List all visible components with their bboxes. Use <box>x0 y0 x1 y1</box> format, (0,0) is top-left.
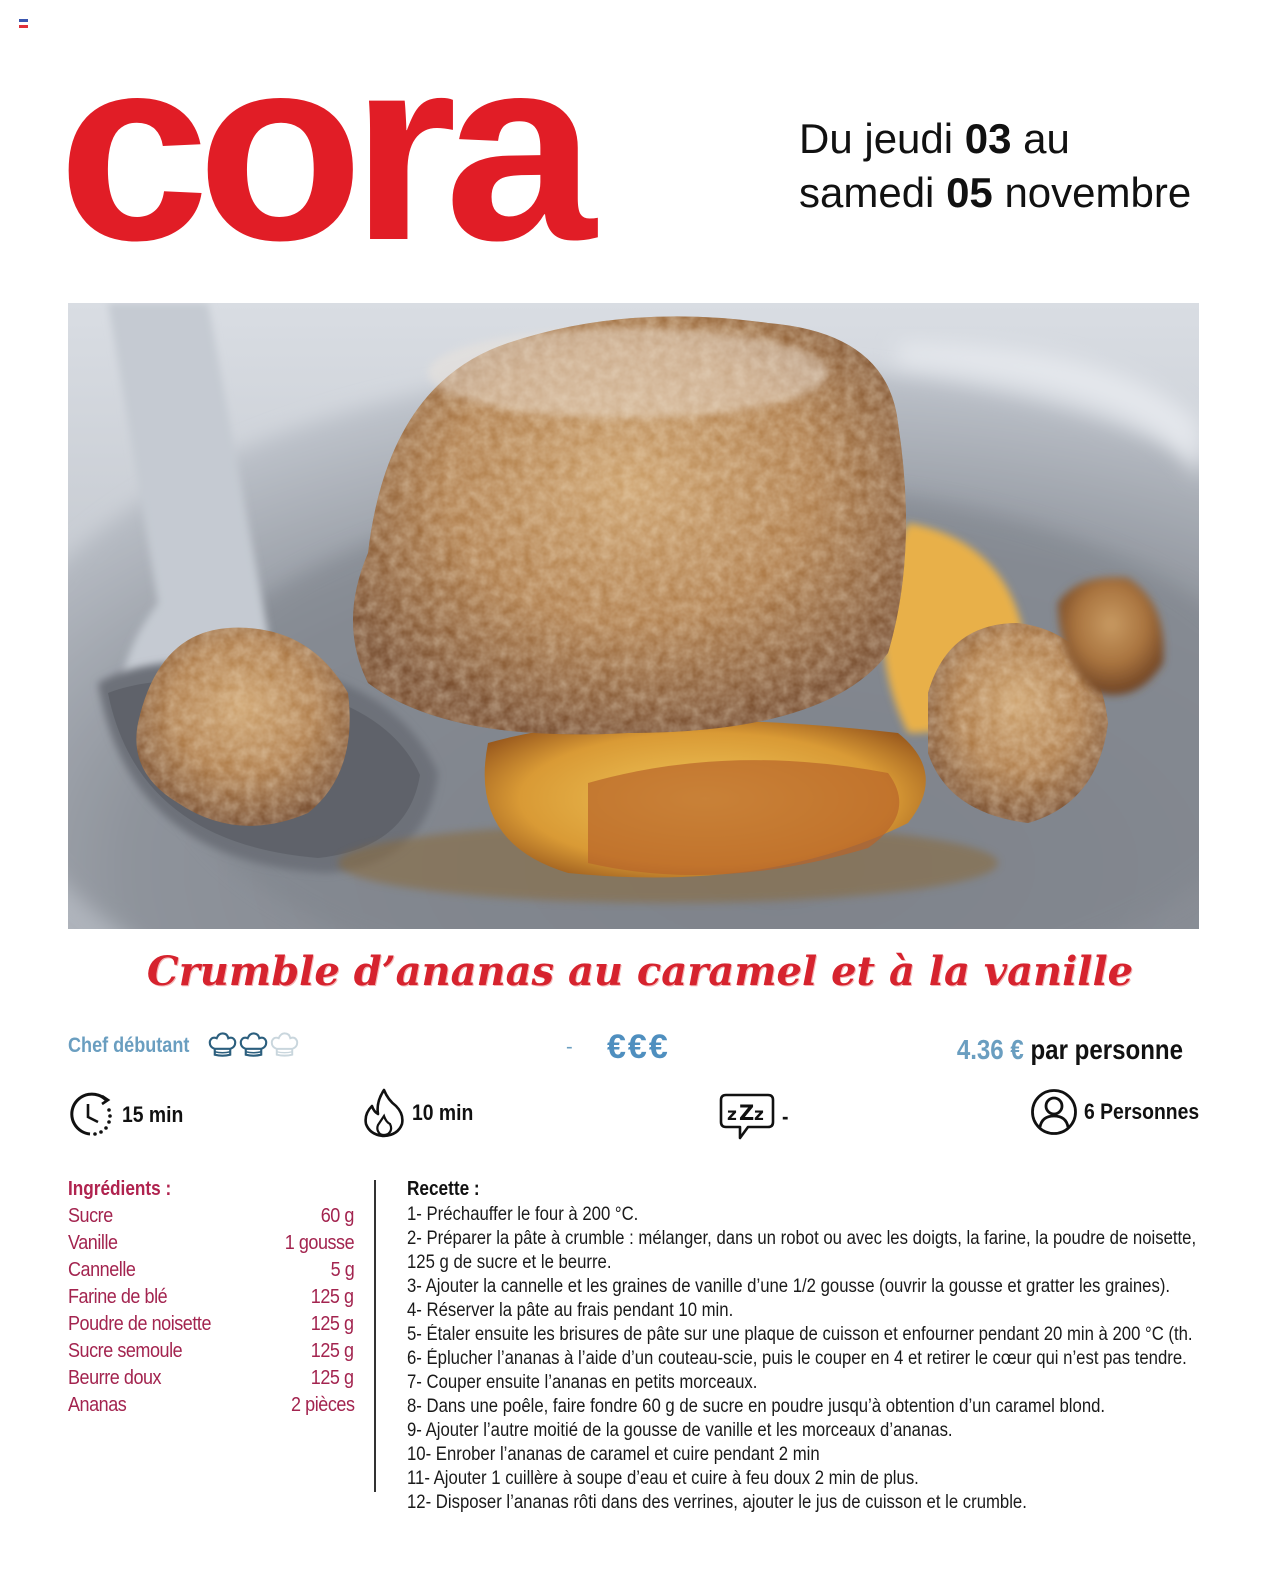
person-icon <box>1030 1088 1078 1136</box>
ingredients-list <box>68 1175 354 1419</box>
recipe-meta <box>0 1030 1280 1070</box>
ingredient-qty: 2 pièces <box>290 1394 354 1416</box>
clock-icon <box>66 1090 116 1140</box>
offer-dates <box>799 112 1191 220</box>
price-amount: 4.36 € <box>956 1034 1024 1065</box>
svg-text:z: z <box>727 1105 737 1125</box>
price-per-person <box>957 1034 1183 1066</box>
recipe-step: 5- Étaler ensuite les brisures de pâte sur une plaque de cuisson et enfourner pendant 20 min à 200 °C (th. <box>407 1324 1193 1345</box>
flag-icon <box>19 19 28 28</box>
date-text: au <box>1011 115 1070 162</box>
recipe-photo <box>68 303 1199 929</box>
cora-logo: cora <box>58 2 584 295</box>
recipe-steps <box>407 1175 1207 1515</box>
recipe-step: 10- Enrober l’ananas de caramel et cuire pendant 2 min <box>407 1444 820 1465</box>
ingredient-name: Sucre <box>68 1205 113 1227</box>
date-line-1 <box>799 112 1191 166</box>
ingredient-row <box>68 1203 354 1230</box>
ingredient-name: Beurre doux <box>68 1367 162 1389</box>
chef-hat-icon <box>239 1032 268 1058</box>
chef-hat-empty-icon <box>270 1032 299 1058</box>
svg-text:z: z <box>754 1105 764 1125</box>
ingredient-qty: 125 g <box>311 1340 354 1362</box>
ingredient-qty: 125 g <box>311 1313 354 1335</box>
servings-value: 6 Personnes <box>1084 1099 1200 1124</box>
ingredient-row <box>68 1257 354 1284</box>
recipe-step: 6- Éplucher l’ananas à l’aide d’un couteau-scie, puis le couper en 4 et retirer le cœur qui n’est pas tendre. <box>407 1348 1187 1369</box>
ingredient-row <box>68 1365 354 1392</box>
flame-icon <box>362 1088 406 1138</box>
cost-rating: €€€ <box>607 1028 670 1066</box>
ingredient-name: Vanille <box>68 1232 118 1254</box>
date-line-2 <box>799 166 1191 220</box>
ingredient-row <box>68 1230 354 1257</box>
prep-time-value: 15 min <box>122 1102 184 1127</box>
rest-time-value: - <box>782 1104 789 1129</box>
ingredient-qty: 125 g <box>311 1367 354 1389</box>
date-text: Du jeudi <box>799 115 965 162</box>
recipe-step: 7- Couper ensuite l’ananas en petits morceaux. <box>407 1372 758 1393</box>
svg-text:Z: Z <box>739 1101 755 1125</box>
ingredient-row <box>68 1338 354 1365</box>
ingredient-qty: 5 g <box>330 1259 354 1281</box>
ingredient-name: Farine de blé <box>68 1286 168 1308</box>
ingredients-title: Ingrédients : <box>68 1178 172 1200</box>
ingredient-row <box>68 1392 354 1419</box>
servings <box>1030 1088 1215 1136</box>
ingredient-name: Poudre de noisette <box>68 1313 212 1335</box>
recipe-title: Crumble d’ananas au caramel et à la vanille <box>146 948 1134 995</box>
difficulty-rating <box>208 1032 299 1058</box>
cook-time <box>362 1088 482 1138</box>
recipe-step: 4- Réserver la pâte au frais pendant 10 min. <box>407 1300 734 1321</box>
prep-time <box>66 1090 192 1140</box>
ingredient-row <box>68 1284 354 1311</box>
ingredient-qty: 60 g <box>320 1205 354 1227</box>
ingredient-name: Ananas <box>68 1394 127 1416</box>
column-divider <box>374 1180 376 1492</box>
ingredient-qty: 125 g <box>311 1286 354 1308</box>
ingredient-qty: 1 gousse <box>284 1232 354 1254</box>
recipe-step: 9- Ajouter l’autre moitié de la gousse de vanille et les morceaux d’ananas. <box>407 1420 953 1441</box>
recipe-steps-title: Recette : <box>407 1178 480 1200</box>
recipe-step: 2- Préparer la pâte à crumble : mélanger, dans un robot ou avec les doigts, la farine, la poudre de noisette, 125 g de sucre et le beurre. <box>407 1228 1197 1273</box>
date-text: novembre <box>992 169 1192 216</box>
ingredient-name: Sucre semoule <box>68 1340 183 1362</box>
rest-time <box>718 1092 789 1142</box>
recipe-step: 12- Disposer l’ananas rôti dans des verrines, ajouter le jus de cuisson et le crumble. <box>407 1492 1027 1513</box>
cook-time-value: 10 min <box>412 1100 474 1125</box>
recipe-times <box>0 1088 1280 1144</box>
ingredient-name: Cannelle <box>68 1259 136 1281</box>
recipe-step: 8- Dans une poêle, faire fondre 60 g de sucre en poudre jusqu’à obtention d’un caramel blond. <box>407 1396 1106 1417</box>
end-day: 05 <box>946 169 993 216</box>
start-day: 03 <box>964 115 1012 162</box>
ingredient-row <box>68 1311 354 1338</box>
cost-dash: - <box>566 1036 573 1058</box>
difficulty-label: Chef débutant <box>68 1034 190 1057</box>
sleep-bubble-icon <box>718 1092 776 1142</box>
price-suffix: par personne <box>1023 1034 1183 1065</box>
recipe-step: 1- Préchauffer le four à 200 °C. <box>407 1204 639 1225</box>
recipe-step: 11- Ajouter 1 cuillère à soupe d’eau et cuire à feu doux 2 min de plus. <box>407 1468 919 1489</box>
chef-hat-icon <box>208 1032 237 1058</box>
date-text: samedi <box>799 169 947 216</box>
recipe-step: 3- Ajouter la cannelle et les graines de vanille d’une 1/2 gousse (ouvrir la gousse et gratter les graines). <box>407 1276 1171 1297</box>
